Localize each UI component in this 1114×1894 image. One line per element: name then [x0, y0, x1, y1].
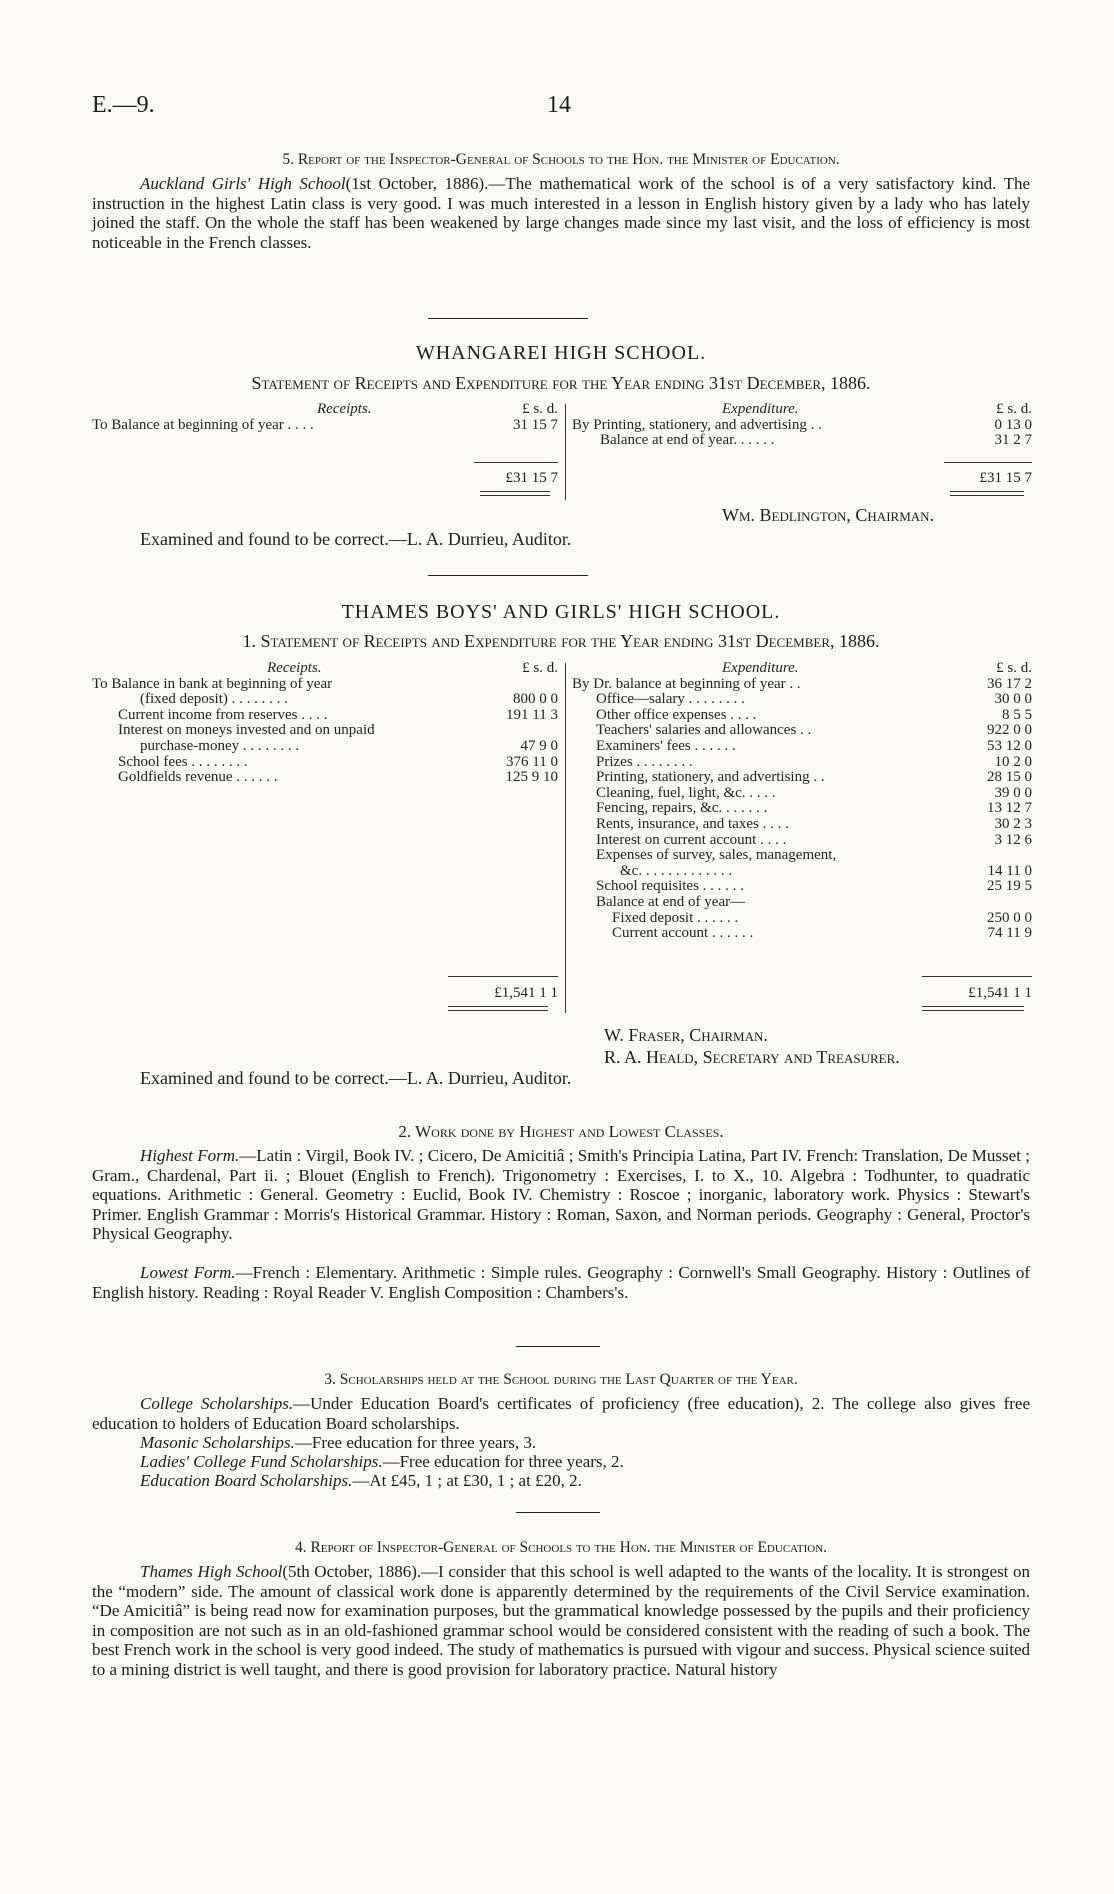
board-scholarships-text: —At £45, 1 ; at £30, 1 ; at £20, 2. [352, 1471, 582, 1490]
ladies-scholarships-label: Ladies' College Fund Scholarships. [140, 1452, 383, 1471]
page-number: 14 [547, 92, 571, 118]
whangarei-expenditure-row: Balance at end of year. . . . . . 31 2 7 [600, 432, 1032, 449]
thames-receipt-row: purchase-money . . . . . . . . 47 9 0 [140, 737, 558, 754]
expenditure-header: Expenditure. [722, 660, 799, 676]
college-scholarships-text: —Under Education Board's certificates of proficiency (free education), 2. The college also gives free education to holders of Education Board scholarships. [92, 1394, 1030, 1433]
receipts-header: Receipts. [267, 660, 322, 676]
thames-expenditure-row: Prizes . . . . . . . . 10 2 0 [596, 753, 1032, 770]
thames-expenditure-row: By Dr. balance at beginning of year . . 36 17 2 [572, 675, 1032, 692]
thames-expenditure-row: &c. . . . . . . . . . . . . 14 11 0 [620, 862, 1032, 879]
thames-receipt-row: (fixed deposit) . . . . . . . . 800 0 0 [140, 691, 558, 708]
auckland-report-text: (1st October, 1886).—The mathematical work of the school is of a very satisfactory kind. The instruction in the highest Latin class is very good. I was much interested in a lesson in English history given by a lady who has lately joined the staff. On the whole the staff has been weakened by large changes made since my last visit, and the loss of efficiency is most noticeable in the French classes. [92, 174, 1031, 252]
section-divider [516, 1346, 600, 1347]
thames-report-heading: 4. Report of Inspector-General of Schools to the Hon. the Minister of Education. [294, 1539, 828, 1556]
thames-receipts [92, 661, 558, 786]
masonic-scholarships-text: —Free education for three years, 3. [294, 1433, 537, 1452]
whangarei-receipts-double-rule [480, 491, 550, 496]
whangarei-expenditure-rule [944, 462, 1032, 463]
masonic-scholarships-paragraph [92, 1433, 1030, 1453]
section-divider [516, 1512, 600, 1513]
board-scholarships-paragraph [92, 1471, 1030, 1491]
college-scholarships-label: College Scholarships. [140, 1394, 294, 1413]
thames-expenditure-double-rule [922, 1006, 1024, 1011]
work-done-heading: 2. Work done by Highest and Lowest Classes. [398, 1122, 724, 1141]
whangarei-title: WHANGAREI HIGH SCHOOL. [415, 342, 707, 364]
lowest-form-text: —French : Elementary. Arithmetic : Simple rules. Geography : Cornwell's Small Geography. History : Outlines of English history. Reading : Royal Reader V. English Composition : Chambers's. [92, 1263, 1030, 1302]
masonic-scholarships-label: Masonic Scholarships. [140, 1433, 295, 1452]
lsd-header: £ s. d. [996, 401, 1032, 417]
thames-expenditure-row: Expenses of survey, sales, management, [596, 847, 837, 864]
thames-expenditure-row: Other office expenses . . . . 8 5 5 [596, 706, 1032, 723]
section-divider [428, 575, 588, 576]
thames-expenditure-row: School requisites . . . . . . 25 19 5 [596, 878, 1032, 895]
thames-expenditure-row: Office—salary . . . . . . . . 30 0 0 [596, 691, 1032, 708]
thames-school-name: Thames High School [140, 1562, 283, 1581]
thames-title: THAMES BOYS' AND GIRLS' HIGH SCHOOL. [341, 601, 781, 623]
thames-expenditure-row: Cleaning, fuel, light, &c. . . . . 39 0 0 [596, 784, 1032, 801]
thames-expenditure-row: Fixed deposit . . . . . . 250 0 0 [612, 909, 1032, 926]
page-header [92, 92, 1022, 122]
thames-expenditure-row: Current account . . . . . . 74 11 9 [612, 925, 1032, 942]
document-reference: E.—9. [92, 92, 155, 118]
whangarei-chairman: Wm. Bedlington, Chairman. [722, 505, 935, 525]
ladies-scholarships-paragraph [92, 1452, 1030, 1472]
lowest-form-label: Lowest Form. [140, 1263, 236, 1282]
highest-form-text: —Latin : Virgil, Book IV. ; Cicero, De Amicitiâ ; Smith's Principia Latina, Part IV. French: Translation, De Musset ; Gram., Chardenal, Part ii. ; Blouet (English to French). Trigonometry : Exercises, I. to X., 10. Algebra : Todhunter, to quadratic equations. Arithmetic : General. Geometry : Euclid, Book IV. Chemistry : Roscoe ; inorganic, laboratory work. Physics : Stewart's Primer. English Grammar : Morris's Historical Grammar. History : Roman, Saxon, and Norman periods. Geography : General, Proctor's Physical Geography. [92, 1146, 1030, 1243]
ladies-scholarships-text: —Free education for three years, 2. [382, 1452, 624, 1471]
thames-expenditure-row: Printing, stationery, and advertising . . 28 15 0 [596, 769, 1032, 786]
thames-expenditure-row: Fencing, repairs, &c. . . . . . . 13 12 7 [596, 800, 1032, 817]
thames-column-divider [565, 663, 566, 1013]
board-scholarships-label: Education Board Scholarships. [140, 1471, 353, 1490]
auckland-report-paragraph [92, 174, 1030, 252]
whangarei-receipts-total: £31 15 7 [505, 470, 558, 486]
thames-receipt-row: Current income from reserves . . . . 191 11 3 [118, 706, 558, 723]
thames-subtitle: 1. Statement of Receipts and Expenditure for the Year ending 31st December, 1886. [242, 631, 880, 651]
thames-expenditure-row: Examiners' fees . . . . . . 53 12 0 [596, 737, 1032, 754]
thames-receipt-row: Interest on moneys invested and on unpaid [118, 722, 375, 739]
whangarei-expenditure-row: By Printing, stationery, and advertising . . 0 13 0 [572, 416, 1032, 433]
thames-receipt-row: To Balance in bank at beginning of year [92, 675, 333, 692]
whangarei-receipt-row: To Balance at beginning of year . . . . 31 15 7 [92, 416, 558, 433]
thames-expenditure-row: Rents, insurance, and taxes . . . . 30 2 3 [596, 815, 1032, 832]
auckland-school-name: Auckland Girls' High School [140, 174, 346, 193]
lsd-header: £ s. d. [996, 660, 1032, 676]
thames-auditor-note: Examined and found to be correct.—L. A. Durrieu, Auditor. [140, 1068, 572, 1088]
scholarships-heading: 3. Scholarships held at the School during the Last Quarter of the Year. [324, 1371, 798, 1388]
whangarei-subtitle: Statement of Receipts and Expenditure for the Year ending 31st December, 1886. [251, 373, 871, 393]
thames-receipts-double-rule [448, 1006, 548, 1011]
thames-receipts-rule [448, 976, 558, 977]
whangarei-expenditure-total: £31 15 7 [979, 470, 1032, 486]
thames-receipts-total: £1,541 1 1 [494, 985, 558, 1001]
lsd-header: £ s. d. [522, 660, 558, 676]
thames-receipt-row: School fees . . . . . . . . 376 11 0 [118, 753, 558, 770]
whangarei-expenditure-double-rule [950, 491, 1024, 496]
thames-expenditure-row: Teachers' salaries and allowances . . 922 0 0 [596, 722, 1032, 739]
thames-expenditure-row: Balance at end of year— [596, 893, 746, 910]
whangarei-receipts [92, 402, 558, 433]
whangarei-expenditure [572, 402, 1032, 449]
thames-expenditure-total: £1,541 1 1 [968, 985, 1032, 1001]
whangarei-receipts-rule [474, 462, 558, 463]
expenditure-header: Expenditure. [722, 401, 799, 417]
whangarei-auditor-note: Examined and found to be correct.—L. A. Durrieu, Auditor. [140, 529, 572, 549]
receipts-header: Receipts. [317, 401, 372, 417]
lowest-form-paragraph [92, 1263, 1030, 1302]
thames-chairman: W. Fraser, Chairman. [604, 1025, 768, 1045]
thames-expenditure-row: Interest on current account . . . . 3 12 6 [596, 831, 1032, 848]
thames-expenditure-rule [922, 976, 1032, 977]
thames-expenditure [572, 661, 1032, 942]
whangarei-column-divider [565, 404, 566, 500]
section-divider [428, 318, 588, 319]
highest-form-paragraph [92, 1146, 1030, 1244]
auckland-report-heading: 5. Report of the Inspector-General of Schools to the Hon. the Minister of Education. [282, 151, 840, 168]
thames-receipt-row: Goldfields revenue . . . . . . 125 9 10 [118, 769, 558, 786]
thames-secretary: R. A. Heald, Secretary and Treasurer. [604, 1047, 900, 1067]
thames-report-paragraph [92, 1562, 1030, 1679]
highest-form-label: Highest Form. [140, 1146, 240, 1165]
lsd-header: £ s. d. [522, 401, 558, 417]
thames-report-text: (5th October, 1886).—I consider that this school is well adapted to the wants of the locality. It is strongest on the “modern” side. The amount of classical work done is apparently determined by the requirements of the Civil Service examination. “De Amicitiâ” is being read now for examination purposes, but the grammatical knowledge possessed by the pupils and their proficiency in composition are not such as in an old-fashioned grammar school would be considered consistent with the reading of such a book. The best French work in the school is very good indeed. The study of mathematics is pursued with vigour and success. Physical science suited to a mining district is well taught, and there is good provision for laboratory practice. Natural history [92, 1562, 1030, 1679]
college-scholarships-paragraph [92, 1394, 1030, 1433]
